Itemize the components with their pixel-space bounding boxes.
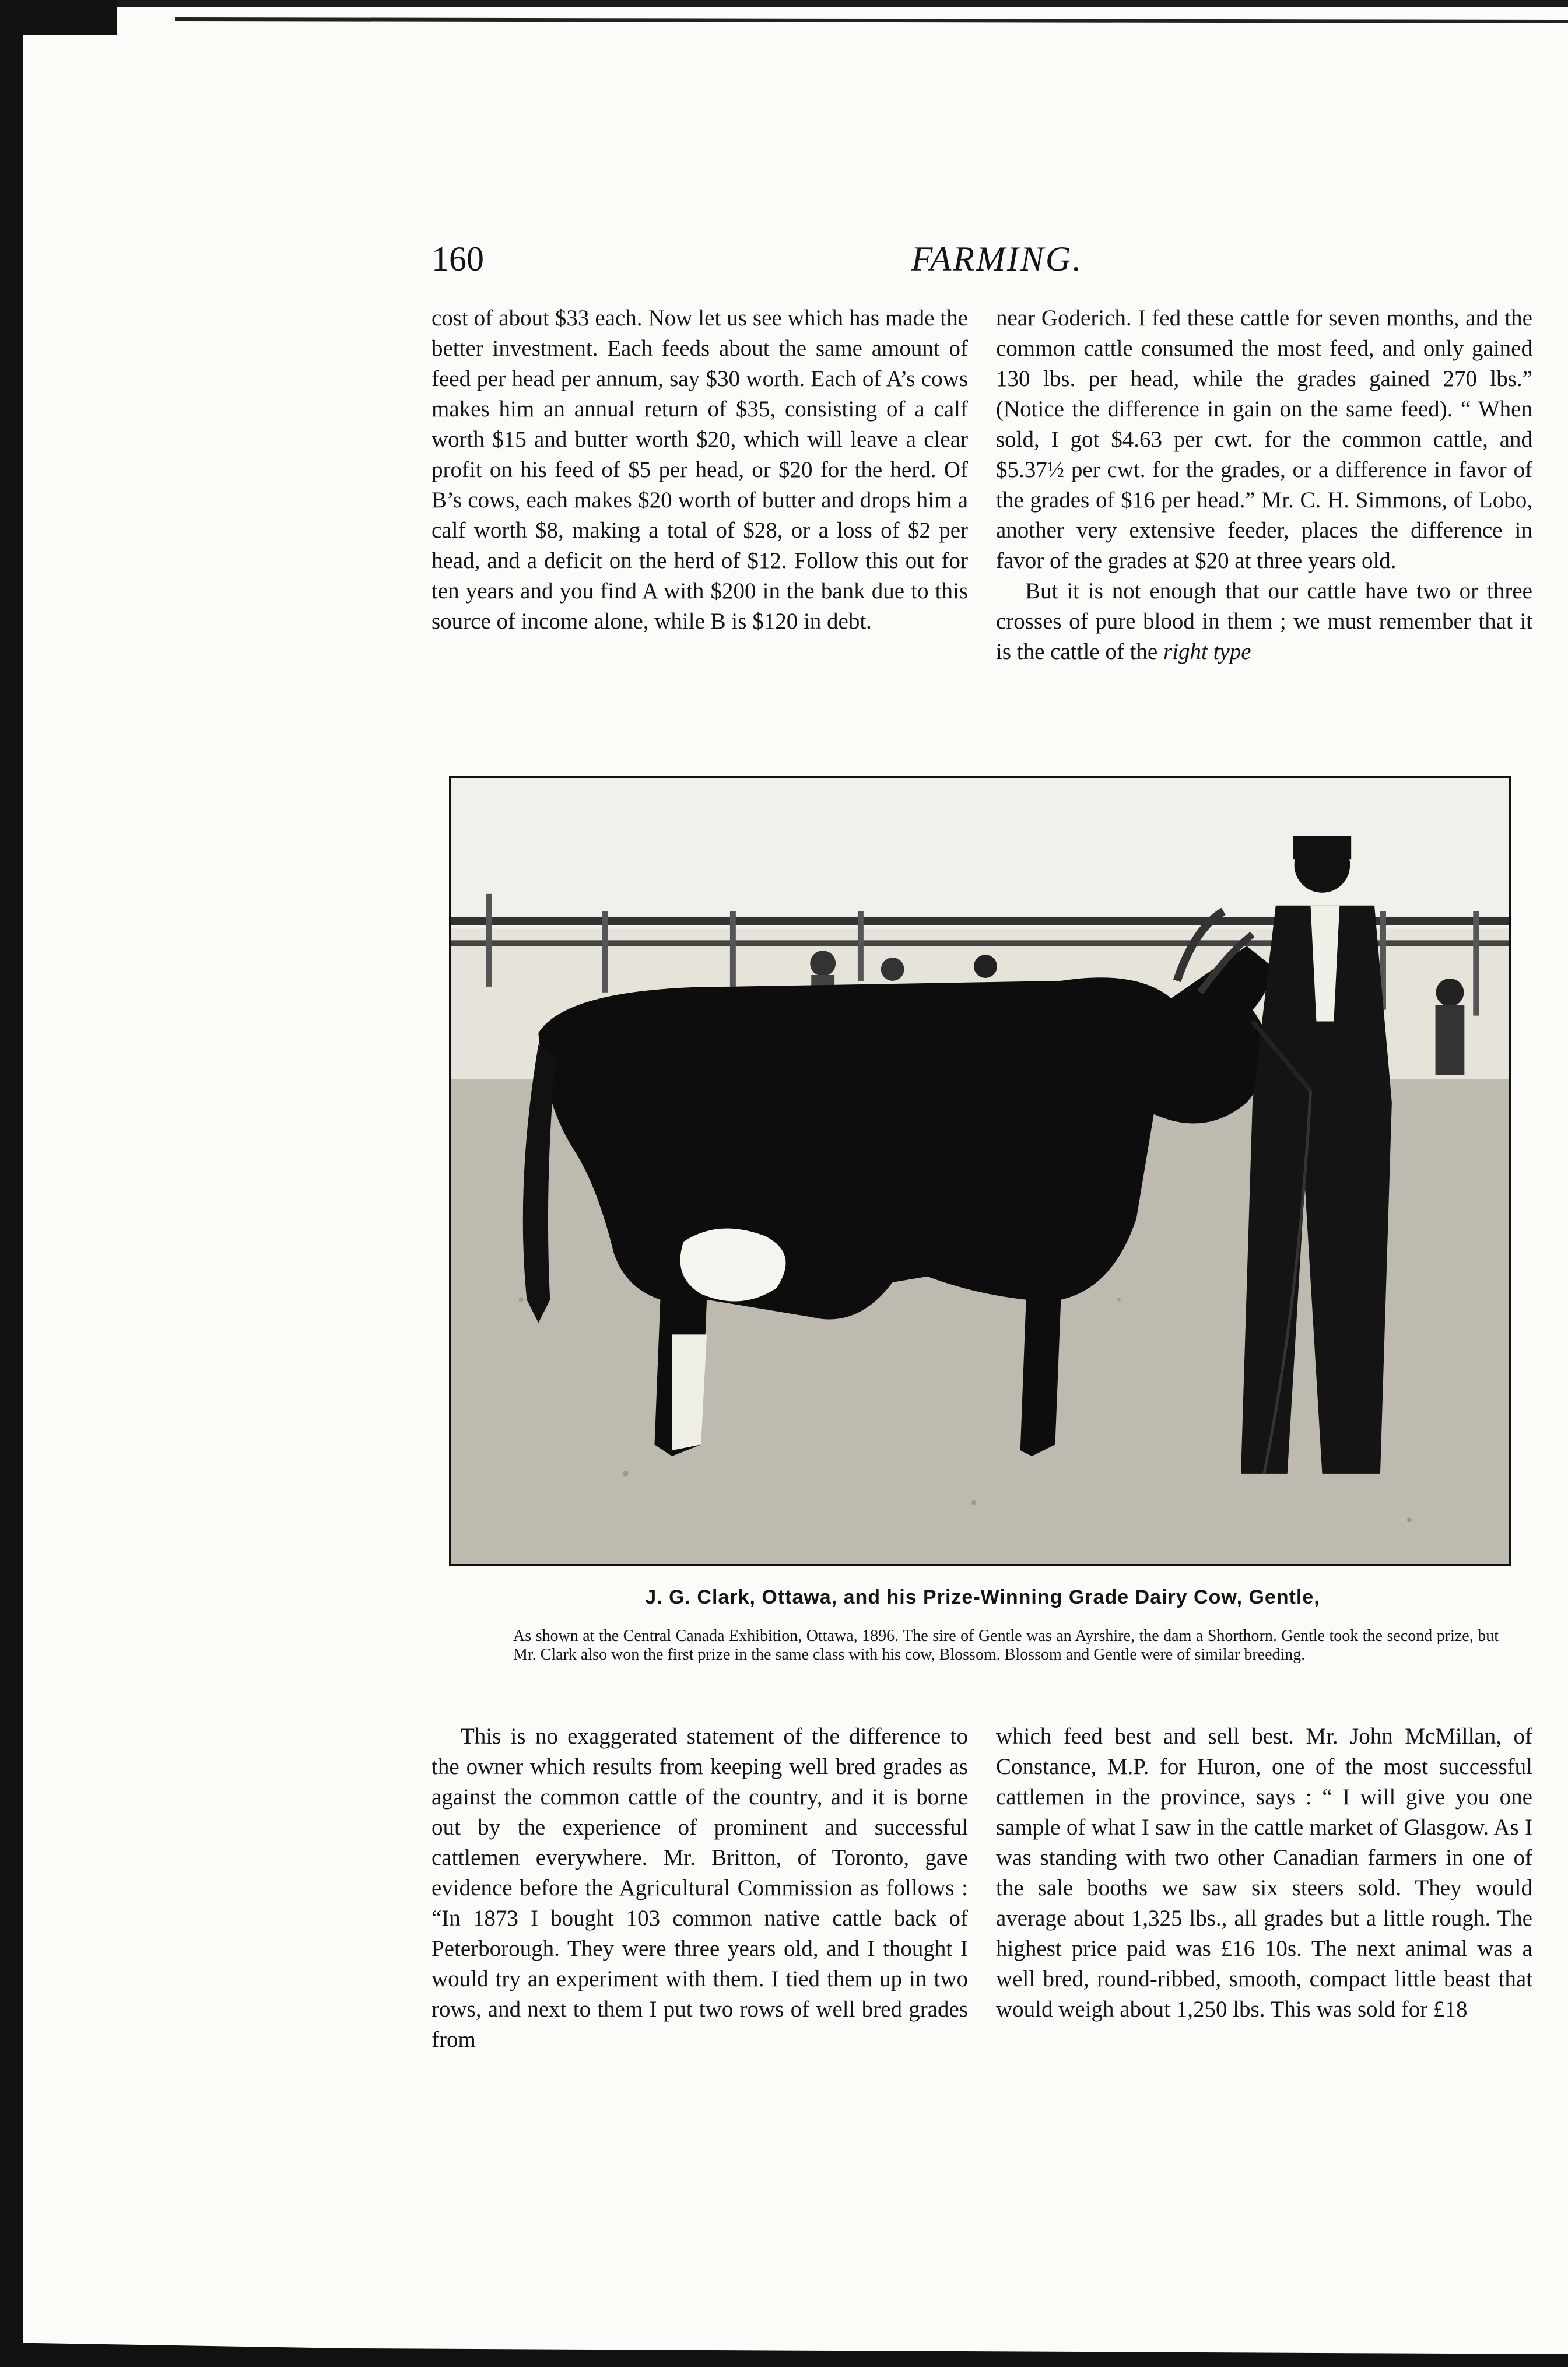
page-header	[432, 233, 1563, 286]
paragraph: near Goderich. I fed these cattle for seven months, and the common cattle consumed the most feed, and only gained 130 lbs. per head, while the grades gained 270 lbs.” (Notice the difference in gain on the same feed). “ When sold, I got $4.63 per cwt. for the common cattle, and $5.37½ per cwt. for the grades, or a difference in favor of the grades of $16 per head.” Mr. C. H. Simmons, of Lobo, another very extensive feeder, places the difference in favor of the grades at $20 at three years old.	[996, 306, 1532, 573]
figure-caption-title: J. G. Clark, Ottawa, and his Prize-Winning Grade Dairy Cow, Gentle,	[645, 1586, 1320, 1608]
running-title: FARMING.	[911, 240, 1083, 278]
paragraph: cost of about $33 each. Now let us see which has made the better investment. Each feeds about the same amount of feed per head per annum, say $30 worth. Each of A’s cows makes him an annual return of $35, consisting of a calf worth $15 and butter worth $20, which will leave a clear profit on his feed of $5 per head, or $20 for the herd. Of B’s cows, each makes $20 worth of butter and drops him a calf worth $8, making a total of $28, or a loss of $2 per head, and a deficit on the herd of $12. Follow this out for ten years and you find A with $200 in the bank due to this source of income alone, while B is $120 in debt.	[432, 306, 968, 634]
column-bottom-right	[996, 1721, 1532, 2025]
paragraph-text: But it is not enough that our cattle have two or three crosses of pure blood in them ; we must remember that it is the cattle of the	[996, 578, 1532, 664]
figure-caption-body: As shown at the Central Canada Exhibition, Ottawa, 1896. The sire of Gentle was an Ayrshire, the dam a Shorthorn. Gentle took the second prize, but Mr. Clark also won the first prize in the same class with his cow, Blossom. Blossom and Gentle were of similar breeding.	[513, 1627, 1499, 1664]
scan-edge-top	[0, 0, 1568, 47]
column-top-right	[996, 303, 1532, 667]
italic-emphasis: right type	[1163, 639, 1251, 664]
paragraph	[996, 576, 1532, 667]
scan-edge-left	[0, 29, 23, 2367]
page-number: 160	[432, 240, 484, 278]
column-top-left	[432, 303, 968, 637]
column-bottom-left	[432, 1721, 968, 2055]
cow-photograph	[449, 776, 1511, 1566]
photo-illustration	[451, 778, 1509, 1564]
scan-edge-bottom	[0, 2331, 1568, 2367]
paragraph: which feed best and sell best. Mr. John McMillan, of Constance, M.P. for Huron, one of the most successful cattlemen in the province, says : “ I will give you one sample of what I saw in the cattle market of Glasgow. As I was standing with two other Canadian farmers in one of the sale booths we saw six steers sold. They would average about 1,325 lbs., all grades but a little rough. The highest price paid was £16 10s. The next animal was a well bred, round-ribbed, smooth, compact little beast that would weigh about 1,250 lbs. This was sold for £18	[996, 1724, 1532, 2022]
paragraph: This is no exaggerated statement of the difference to the owner which results from keeping well bred grades as against the common cattle of the country, and it is borne out by the experience of prominent and successful cattlemen everywhere. Mr. Britton, of Toronto, gave evidence before the Agricultural Commission as follows : “In 1873 I bought 103 common native cattle back of Peterborough. They were three years old, and I thought I would try an experiment with them. I tied them up in two rows, and next to them I put two rows of well bred grades from	[432, 1724, 968, 2052]
